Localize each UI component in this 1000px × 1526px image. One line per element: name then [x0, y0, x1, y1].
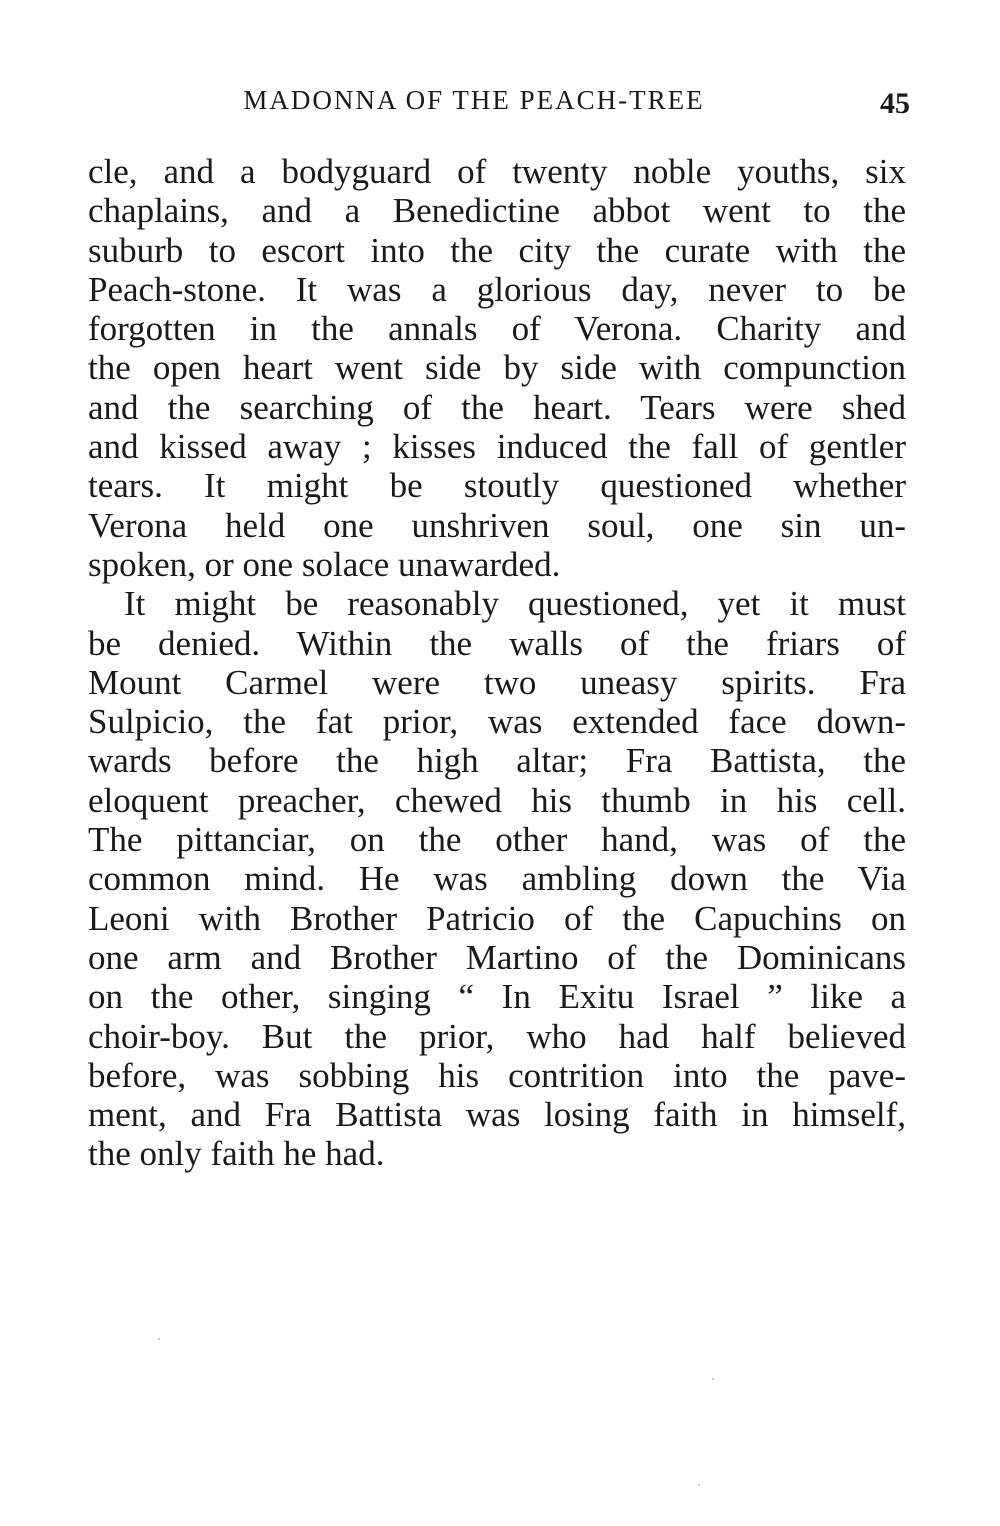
text-line: be denied. Within the walls of the friars of: [88, 623, 906, 663]
text-line: and kissed away ; kisses induced the fall of gentler: [88, 427, 906, 467]
paragraph: [88, 152, 906, 584]
text-line: Peach-stone. It was a glorious day, never to be: [88, 269, 906, 309]
text-line: Sulpicio, the fat prior, was extended face down-: [88, 702, 906, 742]
text-line: Mount Carmel were two uneasy spirits. Fra: [88, 662, 906, 702]
text-line: eloquent preacher, chewed his thumb in his cell.: [88, 780, 906, 820]
text-line: the open heart went side by side with compunction: [88, 348, 906, 388]
text-line: common mind. He was ambling down the Via: [88, 859, 906, 899]
running-title: MADONNA OF THE PEACH-TREE: [243, 85, 705, 115]
text-line: cle, and a bodyguard of twenty noble youths, six: [88, 152, 906, 191]
text-line: ment, and Fra Battista was losing faith in himself,: [88, 1095, 906, 1135]
text-line: spoken, or one solace unawarded.: [88, 544, 561, 584]
running-head: [88, 80, 910, 120]
text-line: forgotten in the annals of Verona. Charity and: [88, 309, 906, 349]
text-line: and the searching of the heart. Tears were shed: [88, 387, 906, 427]
paragraph: [88, 584, 906, 1173]
text-line: the only faith he had.: [88, 1134, 385, 1174]
text-line: choir-boy. But the prior, who had half believed: [88, 1016, 906, 1056]
text-line: wards before the high altar; Fra Battista, the: [88, 741, 906, 781]
text-line: It might be reasonably questioned, yet it must: [124, 584, 906, 624]
text-line: Verona held one unshriven soul, one sin un-: [88, 505, 906, 545]
text-line: Leoni with Brother Patricio of the Capuchins on: [88, 898, 906, 938]
text-line: on the other, singing “ In Exitu Israel ” like a: [88, 977, 906, 1017]
text-line: suburb to escort into the city the curate with the: [88, 230, 906, 270]
paper-speck: [158, 1338, 160, 1340]
text-line: one arm and Brother Martino of the Dominicans: [88, 937, 906, 977]
paper-speck: [698, 1484, 700, 1486]
page-number: 45: [880, 87, 910, 120]
text-line: chaplains, and a Benedictine abbot went to the: [88, 191, 906, 231]
text-line: before, was sobbing his contrition into the pave-: [88, 1055, 906, 1095]
text-line: The pittanciar, on the other hand, was of the: [88, 820, 906, 860]
paper-speck: [712, 1378, 714, 1380]
body-text: [88, 152, 906, 1174]
text-line: tears. It might be stoutly questioned whether: [88, 466, 906, 506]
